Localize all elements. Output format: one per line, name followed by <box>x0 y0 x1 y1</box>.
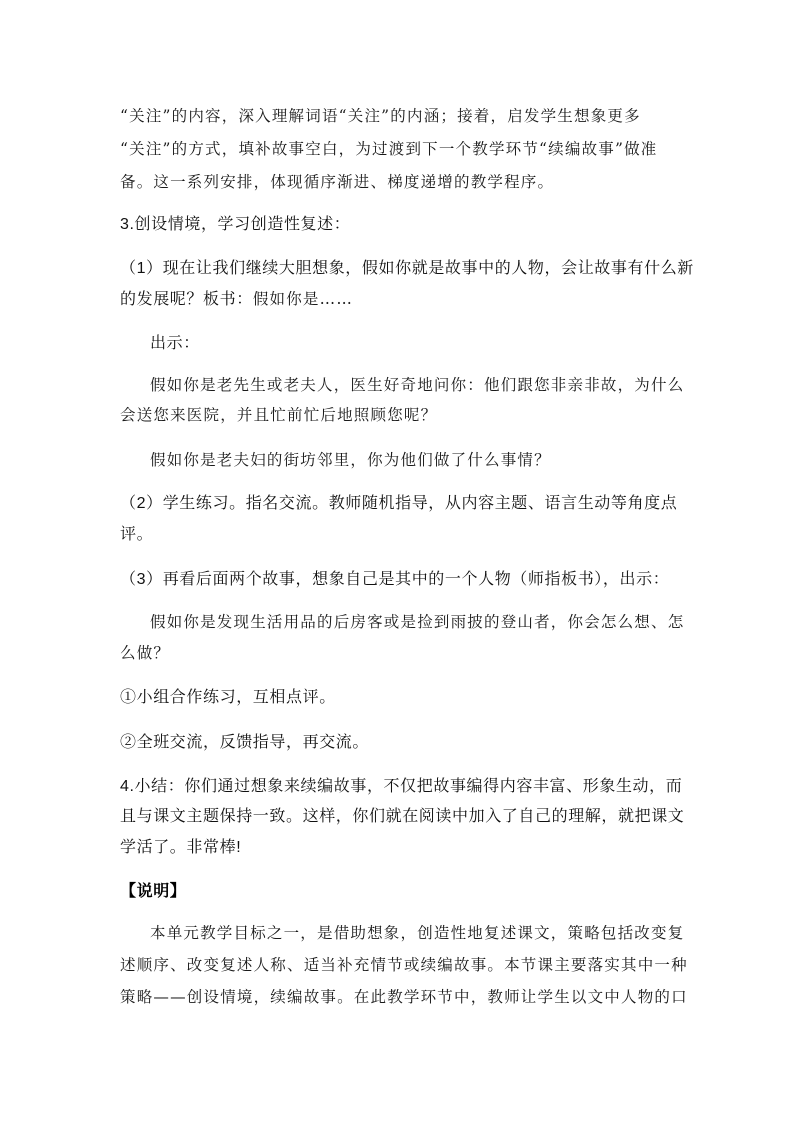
note-line-1: 本单元教学目标之一，是借助想象，创造性地复述课文，策略包括改变复 <box>150 924 685 942</box>
list-item-2: ②全班交流，反馈指导，再交流。 <box>120 734 370 751</box>
prompt-b: 假如你是老夫妇的街坊邻里，你为他们做了什么事情？ <box>150 451 551 469</box>
note-line-3: 策略——创设情境，续编故事。在此教学环节中，教师让学生以文中人物的口 <box>120 988 688 1006</box>
note-line-2: 述顺序、改变复述人称、适当补充情节或续编故事。本节课主要落实其中一种 <box>120 956 688 974</box>
step4-line-3: 学活了。非常棒! <box>120 839 242 856</box>
intro-line-3: 备。这一系列安排，体现循序渐进、梯度递增的教学程序。 <box>120 173 555 191</box>
step3-2-line-1: （2）学生练习。指名交流。教师随机指导，从内容主题、语言生动等角度点 <box>120 495 678 512</box>
step3-1-line-1: （1）现在让我们继续大胆想象，假如你就是故事中的人物，会让故事有什么新 <box>120 260 694 277</box>
step3-heading: 3.创设情境，学习创造性复述： <box>120 216 351 233</box>
step4-line-1: 4.小结：你们通过想象来续编故事，不仅把故事编得内容丰富、形象生动，而 <box>120 778 683 795</box>
intro-line-1: “关注”的内容，深入理解词语“关注”的内涵；接着，启发学生想象更多 <box>120 107 641 125</box>
step3-2-line-2: 评。 <box>120 526 154 543</box>
step3-1-line-2-text: 的发展呢？板书： <box>120 291 253 308</box>
intro-line-2: “关注”的方式，填补故事空白，为过渡到下一个教学环节“续编故事”做准 <box>120 140 658 158</box>
list-item-1: ①小组合作练习，互相点评。 <box>120 689 336 706</box>
show-label-1: 出示： <box>150 335 200 352</box>
board-writing: 假如你是…… <box>252 290 354 308</box>
prompt-c-line-1: 假如你是发现生活用品的后房客或是捡到雨披的登山者，你会怎么想、怎 <box>150 613 685 631</box>
prompt-c-line-2: 么做？ <box>120 644 171 662</box>
step3-3: （3）再看后面两个故事，想象自己是其中的一个人物（师指板书），出示： <box>120 571 670 588</box>
step3-1-line-2 <box>120 286 353 309</box>
prompt-a-line-1: 假如你是老先生或老夫人，医生好奇地问你：他们跟您非亲非故，为什么 <box>150 376 685 394</box>
prompt-a-line-2: 会送您来医院，并且忙前忙后地照顾您呢？ <box>120 406 438 424</box>
step4-line-2: 且与课文主题保持一致。这样，你们就在阅读中加入了自己的理解，就把课文 <box>120 808 685 825</box>
note-heading: 【说明】 <box>120 883 187 900</box>
